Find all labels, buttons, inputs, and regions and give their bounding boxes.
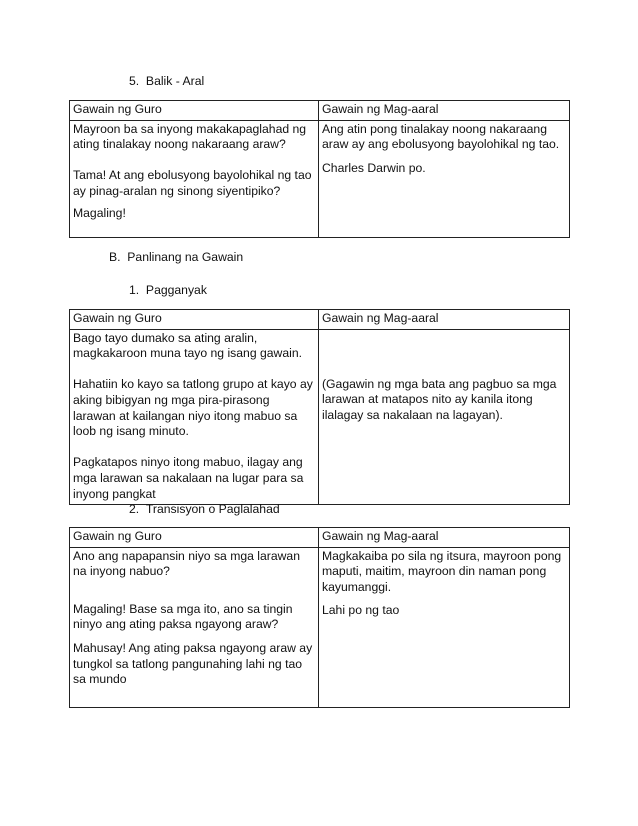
table-row — [70, 329, 570, 505]
table-row — [70, 547, 570, 707]
teacher-line: Ano ang napapansin niyo sa mga larawan na inyong nabuo? — [73, 548, 300, 579]
teacher-line: Mayroon ba sa inyong makakapaglahad ng ating tinalakay noong nakaraang araw? — [73, 121, 307, 152]
column-header-student: Gawain ng Mag-aaral — [319, 528, 570, 548]
teacher-line: Magaling! Base sa mga ito, ano sa tingin ninyo ang ating paksa ngayong araw? — [73, 601, 293, 632]
section-heading-panlinang: B. Panlinang na Gawain — [109, 250, 244, 264]
column-header-teacher: Gawain ng Guro — [70, 528, 319, 548]
teacher-cell — [70, 120, 319, 237]
section-heading-transisyon: 2. Transisyon o Paglalahad — [129, 502, 280, 516]
section-heading-balik-aral: 5. Balik - Aral — [129, 74, 205, 88]
student-line: Charles Darwin po. — [322, 160, 426, 175]
column-header-student: Gawain ng Mag-aaral — [319, 310, 570, 330]
balik-aral-table — [69, 100, 570, 238]
pagganyak-table — [69, 309, 570, 505]
table-header-row — [70, 101, 570, 121]
student-line: Lahi po ng tao — [322, 603, 400, 618]
table-header-row — [70, 528, 570, 548]
section-heading-pagganyak: 1. Pagganyak — [129, 283, 207, 297]
column-header-teacher: Gawain ng Guro — [70, 310, 319, 330]
column-header-student: Gawain ng Mag-aaral — [319, 101, 570, 121]
teacher-line: Bago tayo dumako sa ating aralin, magkakaroon muna tayo ng isang gawain. — [73, 330, 302, 361]
transisyon-table — [69, 527, 570, 708]
teacher-cell — [70, 547, 319, 707]
student-line: (Gagawin ng mga bata ang pagbuo sa mga larawan at matapos nito ay kanila itong ilalagay sa nakalaan na lagayan). — [322, 376, 557, 422]
teacher-cell — [70, 329, 319, 505]
table-header-row — [70, 310, 570, 330]
teacher-line: Magaling! — [73, 205, 126, 220]
student-cell — [319, 329, 570, 505]
table-row — [70, 120, 570, 237]
teacher-line: Pagkatapos ninyo itong mabuo, ilagay ang mga larawan sa nakalaan na lugar para sa inyong pangkat — [73, 455, 304, 501]
teacher-line: Hahatiin ko kayo sa tatlong grupo at kayo ay aking bibigyan ng mga pira-pirasong larawan at kailangan niyo itong mabuo sa loob ng isang minuto. — [73, 377, 313, 439]
student-line: Ang atin pong tinalakay noong nakaraang araw ay ang ebolusyong bayolohikal ng tao. — [322, 121, 560, 152]
student-line: Magkakaiba po sila ng itsura, mayroon pong maputi, maitim, mayroon din naman pong kayumanggi. — [322, 548, 562, 594]
teacher-line: Tama! At ang ebolusyong bayolohikal ng tao ay pinag-aralan ng sinong siyentipiko? — [73, 168, 312, 198]
teacher-line: Mahusay! Ang ating paksa ngayong araw ay tungkol sa tatlong pangunahing lahi ng tao sa mundo — [73, 640, 313, 687]
student-cell — [319, 120, 570, 237]
student-cell — [319, 547, 570, 707]
column-header-teacher: Gawain ng Guro — [70, 101, 319, 121]
